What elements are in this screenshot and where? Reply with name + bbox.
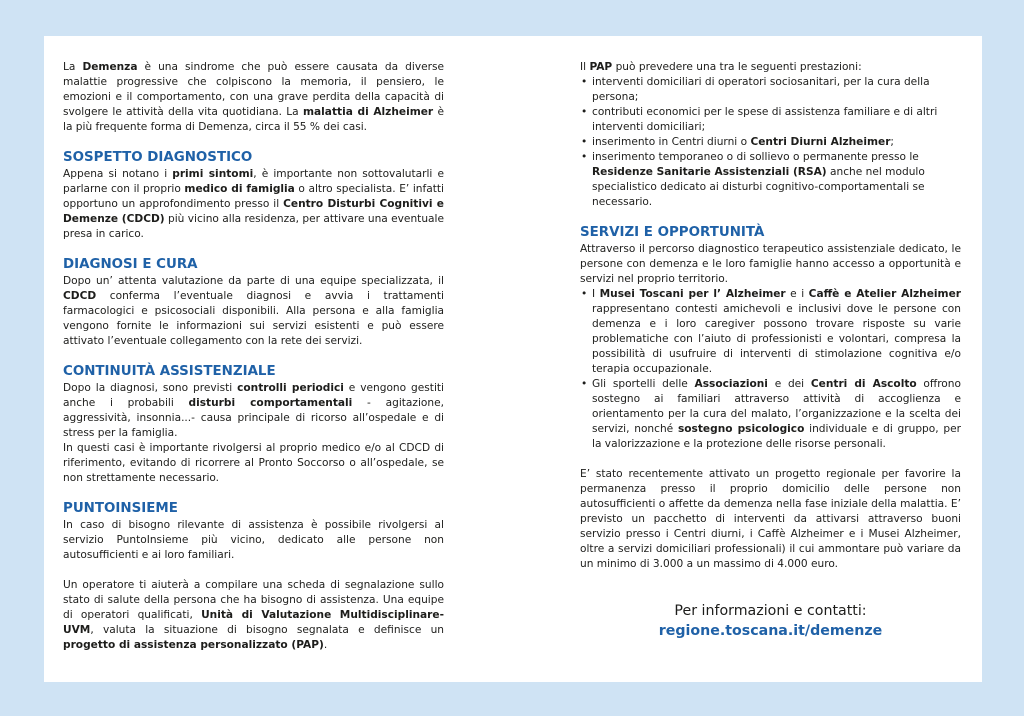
list-item-musei: • I Musei Toscani per l’ Alzheimer e i Caffè e Atelier Alzheimer rappresentano contesti amichevoli e inclusivi dove le persone con demenza e i loro caregiver possono trovare risposte su varie problematiche con l’aiuto di professionisti e volontari, compresa la possibilità di usufruire di interventi di stimolazione cognitiva e/o terapia occupazionale. [580, 287, 961, 377]
heading-puntoinsieme: PUNTOINSIEME [63, 501, 178, 516]
heading-continuita-assistenziale: CONTINUITÀ ASSISTENZIALE [63, 364, 276, 379]
brochure-page [44, 36, 982, 682]
section-servizi [580, 224, 961, 572]
section-sospetto [63, 149, 444, 242]
contacts-url-link[interactable]: regione.toscana.it/demenze [658, 623, 883, 639]
section-puntoinsieme [63, 500, 444, 653]
pap-intro: Il PAP può prevedere una tra le seguenti prestazioni: [580, 61, 862, 73]
servizi-list [580, 287, 961, 377]
puntoinsieme-paragraph-1: In caso di bisogno rilevante di assistenza è possibile rivolgersi al servizio PuntoInsieme più vicino, dedicato alle persone non autosufficienti e ai loro familiari. [63, 519, 444, 561]
right-column [580, 60, 961, 572]
servizi-list-2 [580, 377, 961, 452]
puntoinsieme-paragraph-2: Un operatore ti aiuterà a compilare una scheda di segnalazione sullo stato di salute della persona che ha bisogno di assistenza. Una equipe di operatori qualificati, Unità di Valutazione Multidisciplinare-UVM, valuta la situazione di bisogno segnalata e definisce un progetto di assistenza personalizzato (PAP). [63, 579, 444, 651]
servizi-paragraph: Attraverso il percorso diagnostico terapeutico assistenziale dedicato, le persone con demenza e le loro famiglie hanno accesso a opportunità e servizi nel proprio territorio. [580, 243, 961, 285]
list-item: • interventi domiciliari di operatori sociosanitari, per la cura della persona; [580, 75, 961, 105]
heading-sospetto-diagnostico: SOSPETTO DIAGNOSTICO [63, 150, 253, 165]
progetto-paragraph: E’ stato recentemente attivato un progetto regionale per favorire la permanenza presso il proprio domicilio delle persone non autosufficienti o affette da demenza nella fase iniziale della malattia. E’ previsto un pacchetto di interventi da attivarsi attraverso buoni servizio presso i Centri diurni, i Caffè Alzheimer e i Musei Alzheimer, oltre a servizi domiciliari professionali) il cui ammontare può variare da un minimo di 3.000 a un massimo di 4.000 euro. [580, 468, 961, 570]
diagnosi-paragraph: Dopo un’ attenta valutazione da parte di una equipe specializzata, il CDCD conferma l’eventuale diagnosi e avvia i trattamenti farmacologici e psicosociali disponibili. Alla persona e alla famiglia vengono fornite le informazioni sui servizi esistenti e può essere attivato l’eventuale collegamento con la rete dei servizi. [63, 275, 444, 347]
list-item: • contributi economici per le spese di assistenza familiare e di altri interventi domiciliari; [580, 105, 961, 135]
continuita-paragraph-2: In questi casi è importante rivolgersi al proprio medico e/o al CDCD di riferimento, evitando di ricorrere al Pronto Soccorso o all’ospedale, se non strettamente necessario. [63, 442, 444, 484]
section-pap [580, 60, 961, 210]
contacts-label: Per informazioni e contatti: [674, 603, 867, 619]
sospetto-paragraph: Appena si notano i primi sintomi, è importante non sottovalutarli e parlarne con il proprio medico di famiglia o altro specialista. E’ infatti opportuno un approfondimento presso il Centro Disturbi Cognitivi e Demenze (CDCD) più vicino alla residenza, per attivare una eventuale presa in carico. [63, 168, 444, 240]
list-item: • inserimento temporaneo o di sollievo o permanente presso le Residenze Sanitarie Assistenziali (RSA) anche nel modulo specialistico dedicato ai disturbi cognitivo-comportamentali se necessario. [580, 150, 961, 210]
left-column [63, 60, 444, 653]
pap-list [580, 75, 961, 210]
heading-diagnosi-e-cura: DIAGNOSI E CURA [63, 257, 198, 272]
section-continuita [63, 363, 444, 486]
intro-paragraph: La Demenza è una sindrome che può essere causata da diverse malattie progressive che colpiscono la memoria, il pensiero, le emozioni e il comportamento, con una grave perdita della capacità di svolgere le attività della vita quotidiana. La malattia di Alzheimer è la più frequente forma di Demenza, circa il 55 % dei casi. [63, 61, 445, 133]
heading-servizi-e-opportunita: SERVIZI E OPPORTUNITÀ [580, 225, 765, 240]
section-diagnosi [63, 256, 444, 349]
list-item-sportelli: • Gli sportelli delle Associazioni e dei Centri di Ascolto offrono sostegno ai familiari attraverso attività di accoglienza e orientamento per la cura del malato, l’organizzazione e la scelta dei servizi, nonché sostegno psicologico individuale e di gruppo, per la valorizzazione e la protezione delle risorse personali. [580, 377, 961, 452]
contacts-block [580, 601, 961, 641]
continuita-paragraph-1: Dopo la diagnosi, sono previsti controlli periodici e vengono gestiti anche i probabili disturbi comportamentali - agitazione, aggressività, insonnia...- causa principale di ricorso all’ospedale e di stress per la famiglia. [63, 382, 444, 439]
list-item: • inserimento in Centri diurni o Centri Diurni Alzheimer; [580, 135, 961, 150]
